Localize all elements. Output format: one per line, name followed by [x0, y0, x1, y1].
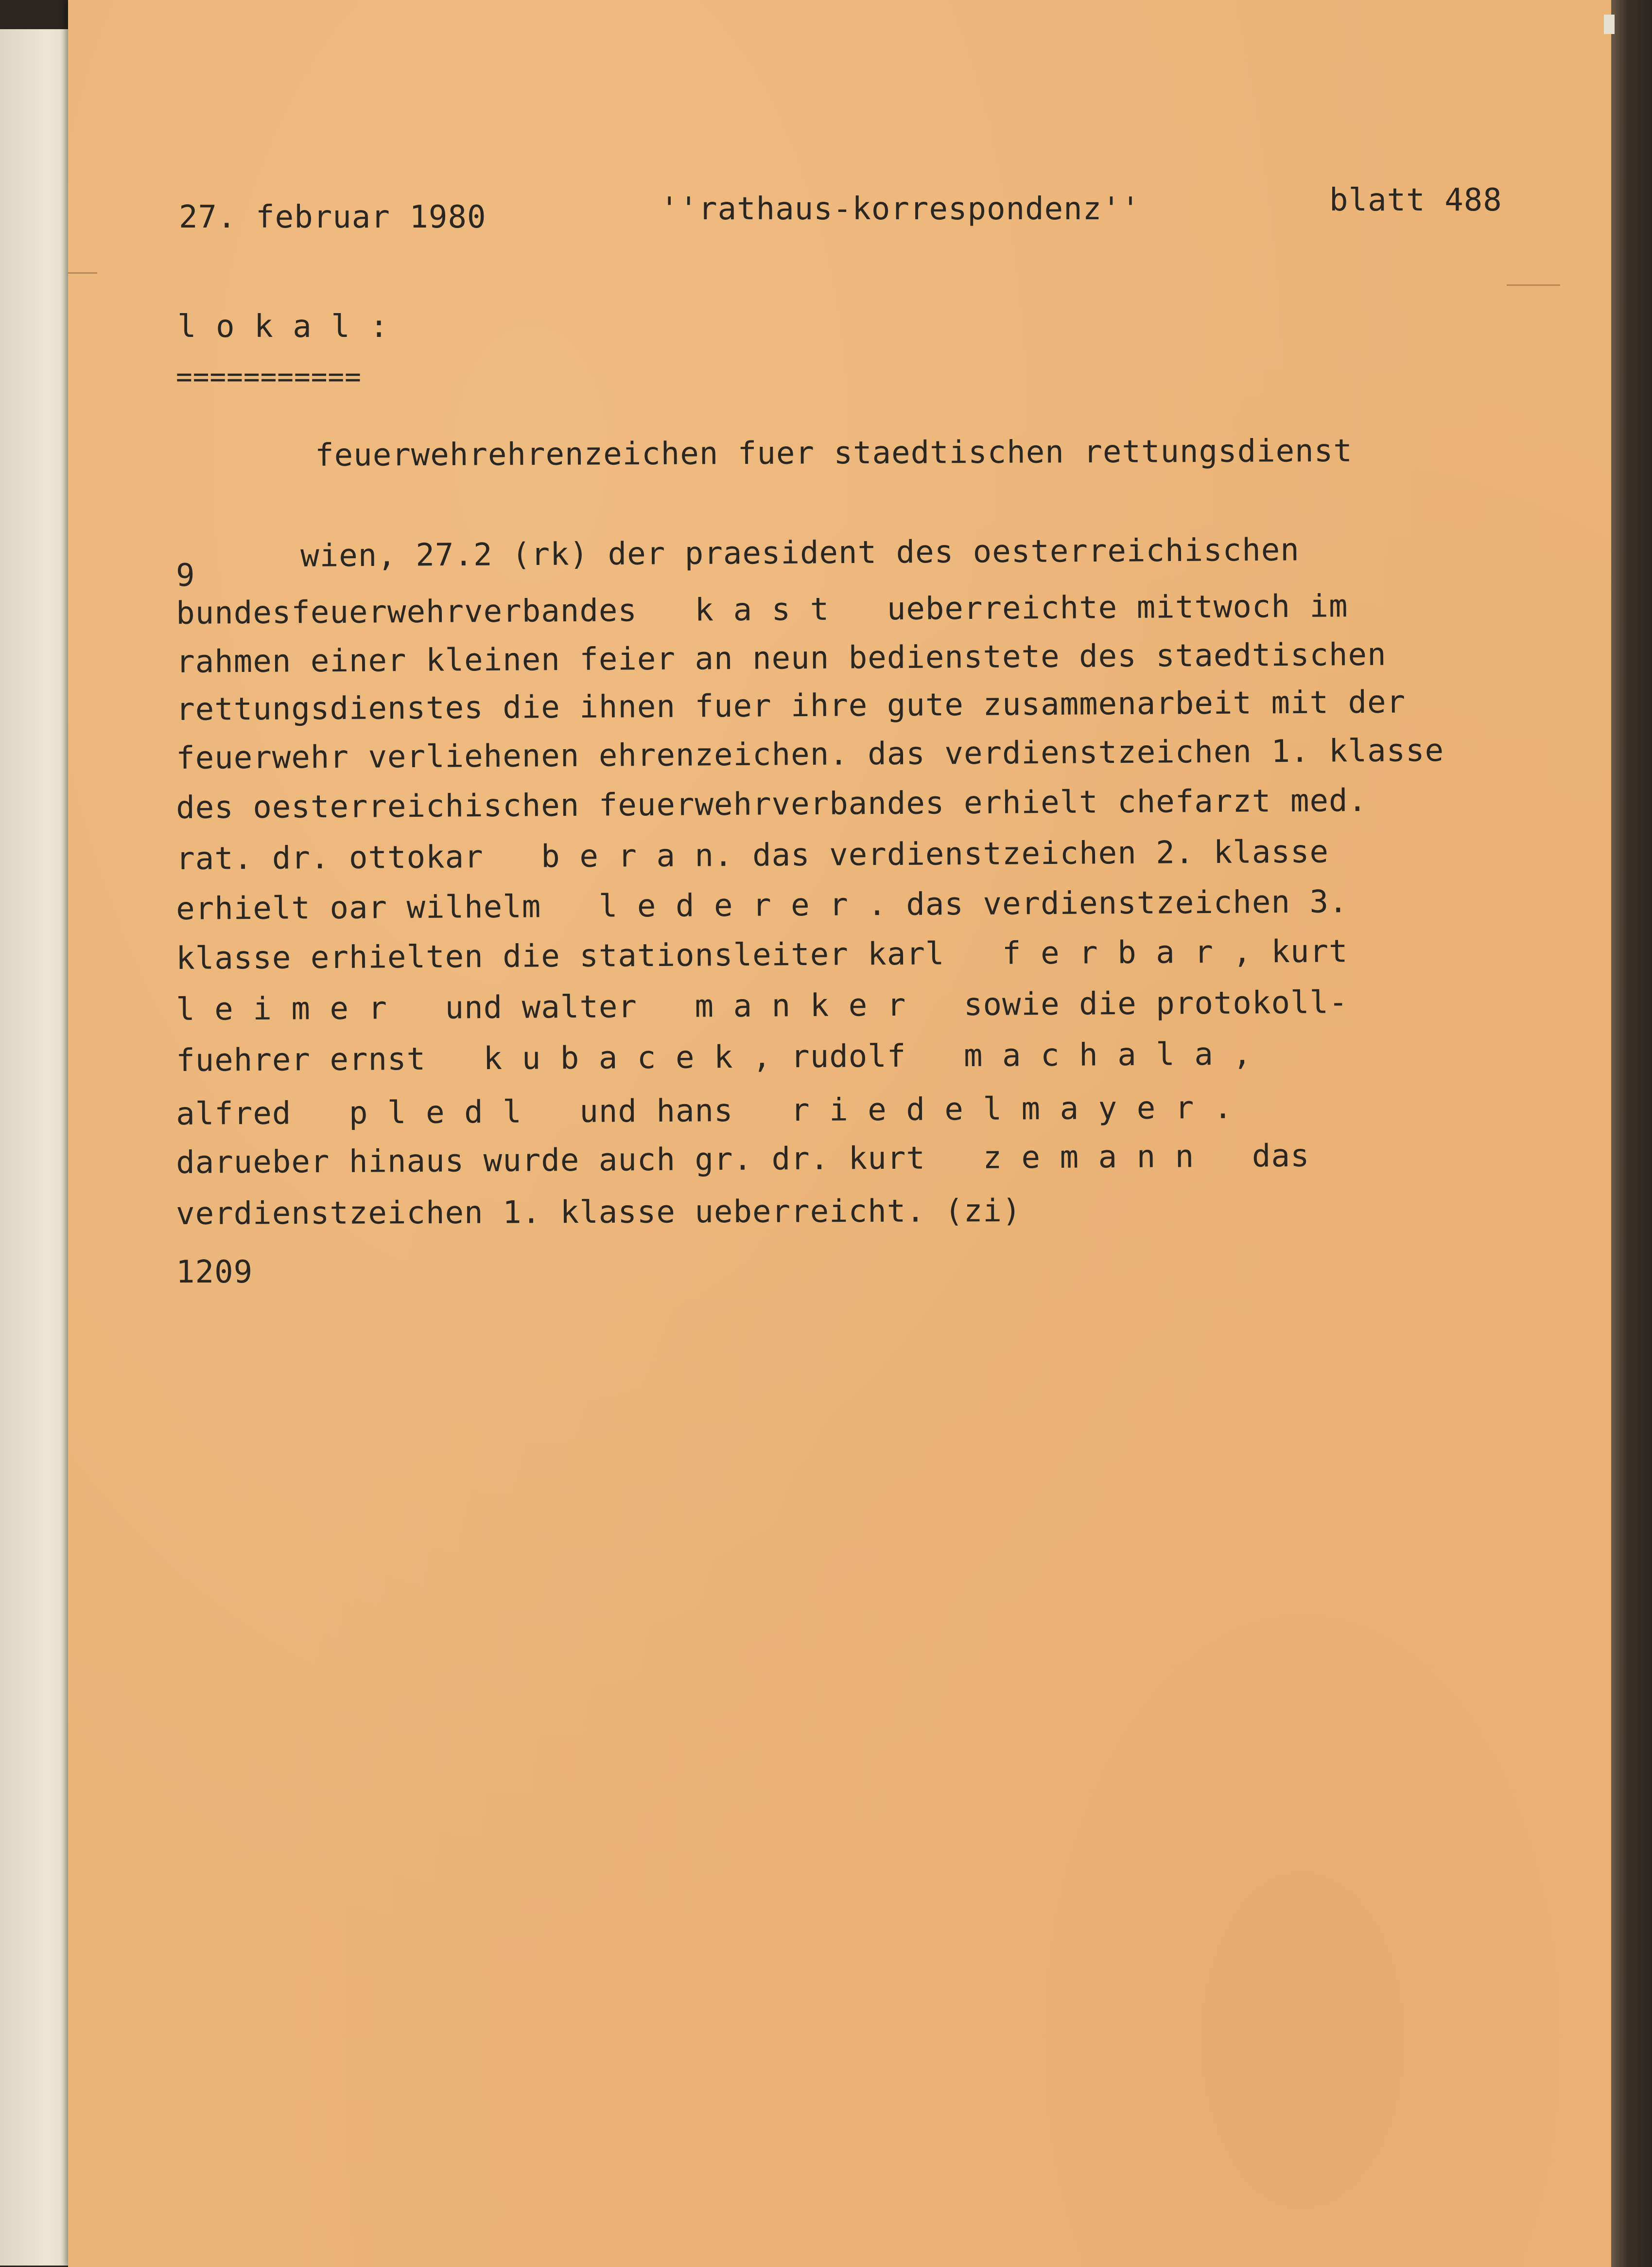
article-headline: feuerwehrehrenzeichen fuer staedtischen rettungsdienst [314, 433, 1353, 474]
article-line: rahmen einer kleinen feier an neun bedienstete des staedtischen [175, 636, 1387, 680]
article-line: wien, 27.2 (rk) der praesident des oesterreichischen [300, 532, 1300, 574]
article-line: darueber hinaus wurde auch gr. dr. kurt z e m a n n das [175, 1138, 1310, 1181]
article-line: l e i m e r und walter m a n k e r sowie die protokoll- [175, 984, 1348, 1028]
article-line: feuerwehr verliehenen ehrenzeichen. das verdienstzeichen 1. klasse [175, 733, 1444, 776]
article-line: bundesfeuerwehrverbandes k a s t ueberreichte mittwoch im [175, 588, 1348, 632]
crease-right [1507, 284, 1560, 286]
article-line: alfred p l e d l und hans r i e d e l m a y e r . [175, 1090, 1233, 1132]
scan-background-edge [1611, 0, 1652, 2267]
header-sheet-number: blatt 488 [1329, 182, 1502, 218]
document-sheet [68, 0, 1611, 2267]
crease-left [68, 272, 97, 274]
article-line: klasse erhielten die stationsleiter karl f e r b a r , kurt [175, 933, 1348, 977]
header-publication: ''rathaus-korrespondenz'' [660, 191, 1141, 227]
section-label: l o k a l : [177, 309, 389, 345]
section-underline: =========== [176, 361, 362, 393]
article-line: rat. dr. ottokar b e r a n. das verdienstzeichen 2. klasse [175, 834, 1329, 877]
article-code: 1209 [176, 1254, 253, 1290]
article-line: rettungsdienstes die ihnen fuer ihre gute zusammenarbeit mit der [175, 684, 1406, 728]
article-line: erhielt oar wilhelm l e d e r e r . das verdienstzeichen 3. [175, 884, 1348, 927]
article-line: des oesterreichischen feuerwehrverbandes erhielt chefarzt med. [175, 783, 1368, 826]
page-tab-mark [1604, 15, 1615, 34]
article-line: fuehrer ernst k u b a c e k , rudolf m a c h a l a , [175, 1036, 1252, 1079]
header-date: 27. februar 1980 [179, 199, 487, 235]
article-line: verdienstzeichen 1. klasse ueberreicht. (zi) [175, 1193, 1022, 1232]
article-number: 9 [176, 558, 195, 594]
underlying-page-edge [0, 29, 78, 2266]
